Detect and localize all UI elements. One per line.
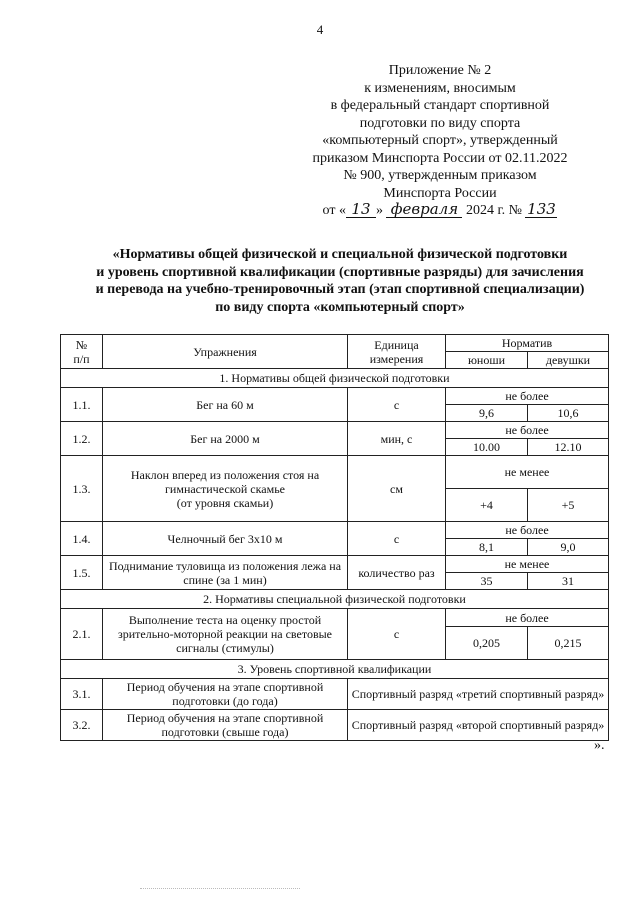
- section-title: 3. Уровень спортивной квалификации: [61, 660, 609, 679]
- row-num: 3.2.: [61, 710, 103, 741]
- row-unit: количество раз: [348, 556, 446, 590]
- page-number: 4: [316, 22, 324, 37]
- table-header-row: [61, 335, 609, 352]
- appendix-line: приказом Минспорта России от 02.11.2022: [312, 150, 568, 166]
- row-num: 1.1.: [61, 388, 103, 422]
- appendix-line: № 900, утвержденным приказом: [343, 168, 537, 183]
- row-num: 3.1.: [61, 679, 103, 710]
- table-row: [61, 522, 609, 539]
- appendix-line: подготовки по виду спорта: [359, 115, 521, 131]
- row-girls: 0,215: [528, 627, 609, 660]
- row-num: 1.4.: [61, 522, 103, 556]
- row-qualification: Спортивный разряд «второй спортивный разряд»: [348, 710, 609, 741]
- section-row: [61, 590, 609, 609]
- row-boys: 8,1: [446, 539, 528, 556]
- table-row: [61, 388, 609, 405]
- row-condition: не менее: [446, 456, 609, 489]
- row-girls: +5: [528, 489, 609, 522]
- row-girls: 12.10: [528, 439, 609, 456]
- appendix-line: Приложение № 2: [388, 63, 492, 78]
- header-num: № п/п: [61, 335, 103, 369]
- header-girls: девушки: [528, 352, 609, 369]
- table-row: [61, 710, 609, 741]
- appendix-header: [295, 62, 585, 220]
- row-exercise: Наклон вперед из положения стоя на гимнастической скамье (от уровня скамьи): [103, 456, 348, 522]
- document-title: [60, 246, 620, 316]
- row-num: 1.2.: [61, 422, 103, 456]
- header-unit: Единица измерения: [348, 335, 446, 369]
- row-unit: мин, с: [348, 422, 446, 456]
- handwritten-month: февраля: [386, 202, 462, 218]
- row-condition: не более: [446, 609, 609, 627]
- closing-quote: ».: [594, 738, 605, 753]
- section-title: 2. Нормативы специальной физической подготовки: [61, 590, 609, 609]
- header-boys: юноши: [446, 352, 528, 369]
- table-row: [61, 556, 609, 573]
- row-num: 1.5.: [61, 556, 103, 590]
- row-qualification: Спортивный разряд «третий спортивный разряд»: [348, 679, 609, 710]
- section-row: [61, 369, 609, 388]
- row-condition: не более: [446, 422, 609, 439]
- table-row: [61, 456, 609, 489]
- row-exercise: Выполнение теста на оценку простой зрительно-моторной реакции на световые сигналы (стимулы): [103, 609, 348, 660]
- row-unit: см: [348, 456, 446, 522]
- row-exercise: Период обучения на этапе спортивной подготовки (до года): [103, 679, 348, 710]
- row-exercise: Бег на 2000 м: [103, 422, 348, 456]
- appendix-line: к изменениям, вносимым: [364, 80, 516, 96]
- scan-artifact: [140, 888, 300, 895]
- appendix-line: «компьютерный спорт», утвержденный: [322, 133, 558, 148]
- section-row: [61, 660, 609, 679]
- appendix-line: в федеральный стандарт спортивной: [330, 98, 550, 113]
- header-norm: Норматив: [446, 335, 609, 352]
- row-exercise: Бег на 60 м: [103, 388, 348, 422]
- title-line: и перевода на учебно-тренировочный этап (этап спортивной специализации): [95, 282, 585, 297]
- header-exercise: Упражнения: [103, 335, 348, 369]
- row-exercise: Поднимание туловища из положения лежа на спине (за 1 мин): [103, 556, 348, 590]
- row-condition: не более: [446, 522, 609, 539]
- row-condition: не менее: [446, 556, 609, 573]
- row-boys: 9,6: [446, 405, 528, 422]
- appendix-line: Минспорта России: [383, 185, 497, 201]
- row-girls: 9,0: [528, 539, 609, 556]
- row-boys: 10.00: [446, 439, 528, 456]
- table-row: [61, 679, 609, 710]
- table-row: [61, 422, 609, 439]
- row-boys: 0,205: [446, 627, 528, 660]
- section-title: 1. Нормативы общей физической подготовки: [61, 369, 609, 388]
- handwritten-order-number: 133: [527, 200, 556, 218]
- date-mid: »: [375, 203, 383, 218]
- table-row: [61, 609, 609, 627]
- row-condition: не более: [446, 388, 609, 405]
- row-boys: 35: [446, 573, 528, 590]
- row-unit: с: [348, 609, 446, 660]
- row-exercise: Период обучения на этапе спортивной подготовки (свыше года): [103, 710, 348, 741]
- row-unit: с: [348, 522, 446, 556]
- row-exercise: Челночный бег 3х10 м: [103, 522, 348, 556]
- norms-table: [60, 334, 609, 741]
- row-num: 1.3.: [61, 456, 103, 522]
- title-line: по виду спорта «компьютерный спорт»: [215, 299, 465, 315]
- handwritten-day: 13: [346, 202, 376, 218]
- title-line: и уровень спортивной квалификации (спортивные разряды) для зачисления: [96, 264, 584, 280]
- row-girls: 31: [528, 573, 609, 590]
- row-unit: с: [348, 388, 446, 422]
- order-date-line: [295, 202, 585, 220]
- date-year: 2024 г. №: [465, 203, 522, 218]
- row-num: 2.1.: [61, 609, 103, 660]
- date-prefix: от «: [322, 203, 346, 218]
- title-line: «Нормативы общей физической и специальной физической подготовки: [112, 247, 568, 262]
- row-girls: 10,6: [528, 405, 609, 422]
- row-boys: +4: [446, 489, 528, 522]
